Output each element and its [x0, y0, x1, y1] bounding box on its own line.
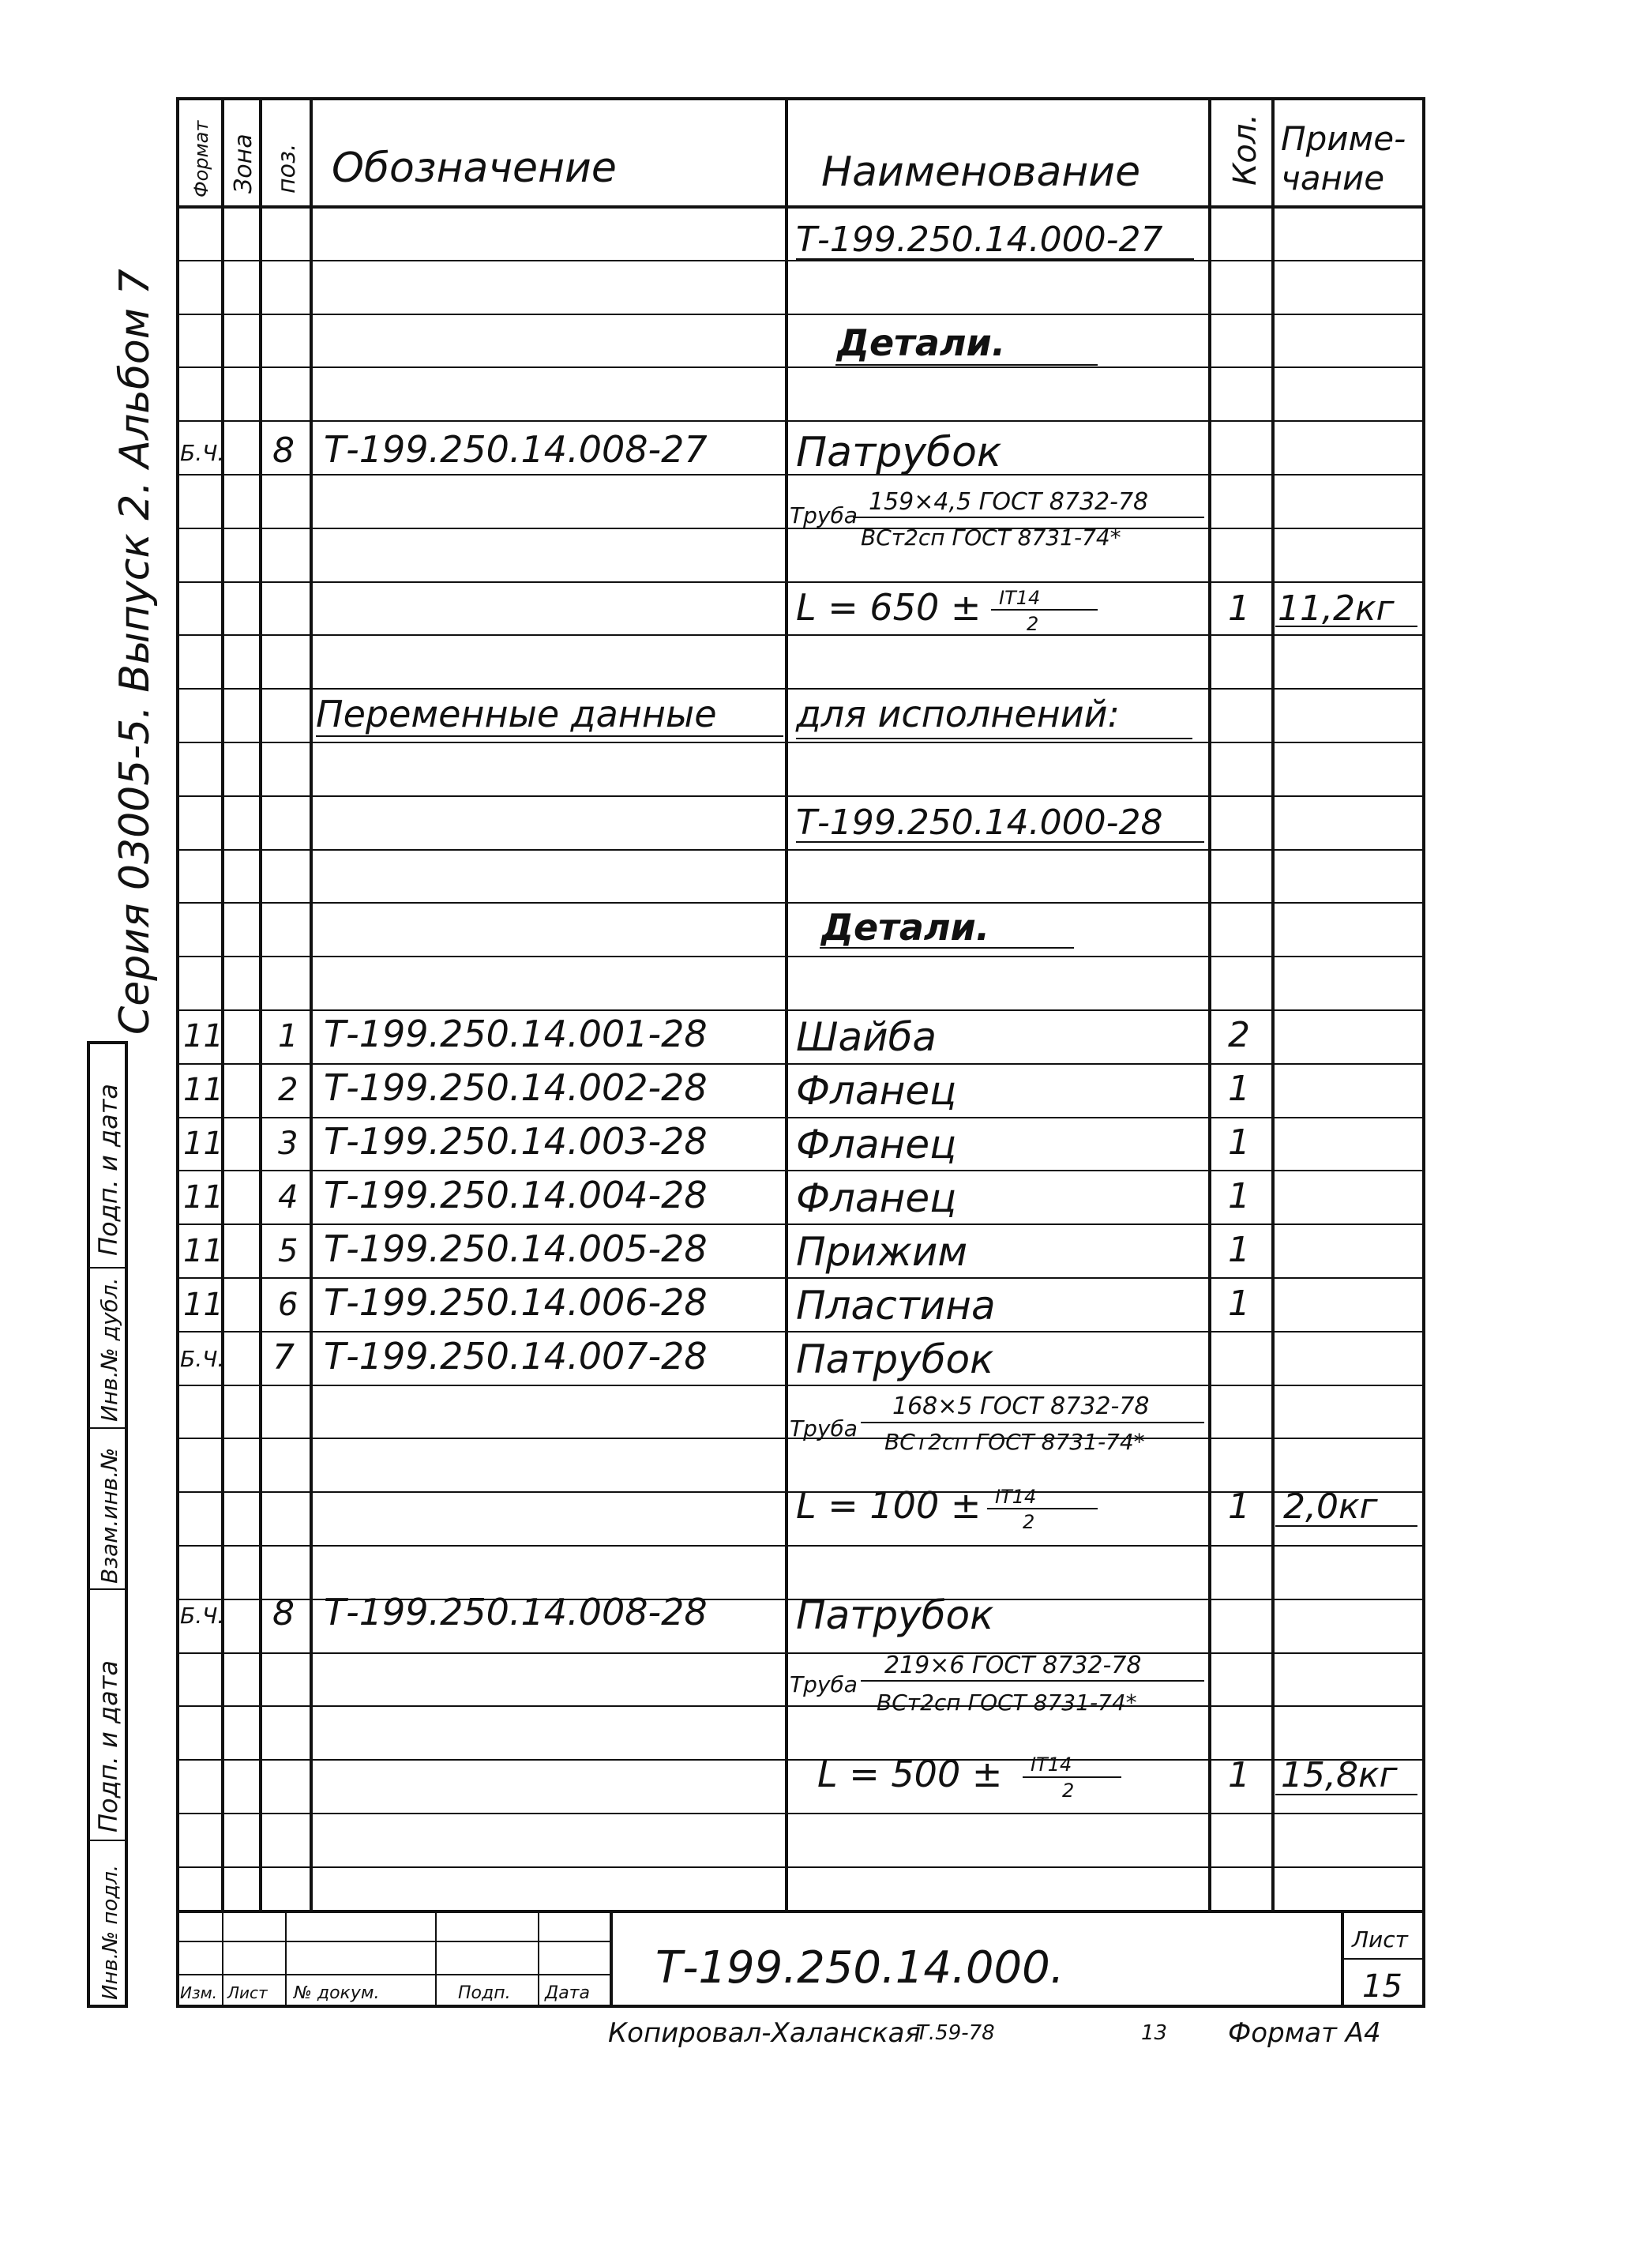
sheet-label: Лист	[1352, 1926, 1408, 1953]
row-format: 11	[183, 1018, 223, 1054]
side-stamp	[88, 269, 159, 2006]
row-designation: Т-199.250.14.001-28	[324, 1013, 708, 1055]
row-designation: Т-199.250.14.008-28	[324, 1591, 708, 1633]
row-note: 15,8кг	[1281, 1755, 1398, 1795]
tb-label-signature: Подп.	[458, 1983, 511, 2003]
row-pos: 8	[272, 1593, 295, 1633]
row-pos: 8	[272, 430, 295, 471]
table-row	[180, 1591, 993, 1638]
row-pos: 5	[278, 1233, 298, 1269]
pipe-prefix: Труба	[790, 502, 858, 528]
page-footer	[608, 2017, 1381, 2049]
table-row	[180, 1335, 993, 1382]
row-format: 11	[183, 1287, 223, 1323]
pipe-size: 168×5 ГОСТ 8732-78	[892, 1393, 1150, 1420]
row-note: 2,0кг	[1283, 1487, 1378, 1527]
row-name: Фланец	[796, 1175, 957, 1221]
row-designation: Т-199.250.14.004-28	[324, 1174, 708, 1216]
copied-by: Копировал-Халанская	[608, 2017, 921, 2049]
tolerance-denominator: 2	[1023, 1511, 1035, 1533]
row-note: 11,2кг	[1278, 588, 1395, 629]
table-row	[183, 1174, 1250, 1221]
variable-data-label: Переменные данные	[316, 693, 717, 735]
row-format: 11	[183, 1179, 223, 1216]
row-designation: Т-199.250.14.005-28	[324, 1227, 708, 1270]
header-pos: поз.	[273, 143, 301, 194]
order-number: Т.59-78	[916, 2021, 995, 2045]
row-qty: 1	[1228, 1122, 1250, 1163]
row-designation: Т-199.250.14.007-28	[324, 1335, 708, 1378]
pipe-material: ВСт2сп ГОСТ 8731-74*	[861, 524, 1121, 551]
header-format: Формат	[190, 120, 212, 197]
pipe-size: 219×6 ГОСТ 8732-78	[884, 1652, 1142, 1679]
row-pos: 4	[278, 1179, 298, 1216]
section-title-parts-2: Детали.	[821, 906, 990, 949]
header-zone: Зона	[230, 133, 257, 194]
stamp-signature-date-1: Подп. и дата	[93, 1084, 123, 1256]
header-note-line2: чание	[1281, 159, 1385, 197]
tolerance-numerator: IT14	[995, 1486, 1037, 1508]
header-designation: Обозначение	[332, 145, 617, 192]
copy-number: 13	[1141, 2021, 1168, 2045]
table-row	[183, 1281, 1250, 1329]
length-value: L = 100 ±	[796, 1484, 982, 1527]
row-pos: 2	[278, 1072, 298, 1108]
header-qty: Кол.	[1227, 113, 1263, 186]
row-format: Б.Ч.	[180, 440, 225, 466]
row-pos: 1	[278, 1018, 298, 1054]
title-block	[178, 1911, 1424, 2006]
pipe-prefix: Труба	[790, 1671, 858, 1697]
row-pos: 7	[272, 1337, 295, 1378]
stamp-replace-inv: Взам.инв.№	[96, 1447, 122, 1584]
header-note-line1: Приме-	[1281, 119, 1406, 158]
row-designation: Т-199.250.14.008-27	[324, 428, 708, 471]
pipe-material: ВСт2сп ГОСТ 8731-74*	[877, 1690, 1137, 1716]
row-qty: 1	[1228, 1069, 1250, 1109]
row-name: Фланец	[796, 1068, 957, 1114]
stamp-duplicate-inv: Инв.№ дубл.	[96, 1277, 122, 1422]
row-name: Шайба	[796, 1014, 937, 1060]
table-header	[190, 114, 1406, 197]
tb-label-sheet: Лист	[227, 1983, 268, 2002]
row-format: 11	[183, 1126, 223, 1162]
table-row	[183, 1066, 1250, 1114]
row-qty: 2	[1228, 1015, 1250, 1055]
row-designation: Т-199.250.14.006-28	[324, 1281, 708, 1324]
tb-label-date: Дата	[545, 1983, 590, 2003]
section-title-parts-1: Детали.	[837, 321, 1006, 364]
assembly-title-28: Т-199.250.14.000-28	[796, 802, 1163, 843]
row-format: 11	[183, 1072, 223, 1108]
tb-label-doc-number: № докум.	[294, 1983, 380, 2003]
row-qty: 1	[1228, 1284, 1250, 1324]
row-format: Б.Ч.	[180, 1603, 225, 1629]
table-row	[183, 1227, 1250, 1275]
table-row	[183, 1013, 1250, 1060]
row-name: Патрубок	[796, 1336, 994, 1382]
row-qty: 1	[1228, 588, 1250, 629]
document-number: Т-199.250.14.000.	[655, 1942, 1064, 1994]
pipe-material: ВСт2сп ГОСТ 8731-74*	[884, 1429, 1145, 1455]
row-designation: Т-199.250.14.003-28	[324, 1120, 708, 1163]
row-pos: 3	[278, 1126, 298, 1162]
tolerance-denominator: 2	[1027, 613, 1039, 635]
row-name: Пластина	[796, 1283, 996, 1329]
row-format: 11	[183, 1233, 223, 1269]
row-qty: 1	[1228, 1176, 1250, 1216]
row-designation: Т-199.250.14.002-28	[324, 1066, 708, 1109]
row-qty: 1	[1228, 1487, 1250, 1527]
tolerance-denominator: 2	[1062, 1780, 1075, 1802]
length-value: L = 500 ±	[817, 1753, 1003, 1795]
row-name: Прижим	[796, 1229, 968, 1275]
paper-format: Формат А4	[1228, 2017, 1381, 2049]
table-row	[183, 1120, 1250, 1167]
series-title: Серия 03005-5. Выпуск 2. Альбом 7	[111, 269, 159, 1035]
row-pos: 6	[278, 1287, 298, 1323]
pipe-size: 159×4,5 ГОСТ 8732-78	[869, 488, 1149, 516]
header-name: Наименование	[821, 148, 1141, 196]
tolerance-numerator: IT14	[999, 587, 1041, 609]
tolerance-numerator: IT14	[1031, 1753, 1072, 1776]
row-name: Патрубок	[796, 1592, 994, 1638]
tb-label-change: Изм.	[180, 1983, 218, 2002]
row-format: Б.Ч.	[180, 1346, 225, 1372]
row-name: Фланец	[796, 1122, 957, 1167]
sheet-number: 15	[1362, 1968, 1402, 2005]
row-qty: 1	[1228, 1755, 1250, 1795]
row-qty: 1	[1228, 1230, 1250, 1270]
pipe-prefix: Труба	[790, 1415, 858, 1441]
length-value: L = 650 ±	[796, 586, 982, 629]
assembly-title-27: Т-199.250.14.000-27	[796, 220, 1163, 260]
stamp-signature-date-2: Подп. и дата	[93, 1660, 123, 1832]
row-name: Патрубок	[796, 429, 1002, 476]
variable-data-suffix: для исполнений:	[796, 693, 1121, 735]
stamp-original-inv: Инв.№ подл.	[99, 1864, 122, 2000]
